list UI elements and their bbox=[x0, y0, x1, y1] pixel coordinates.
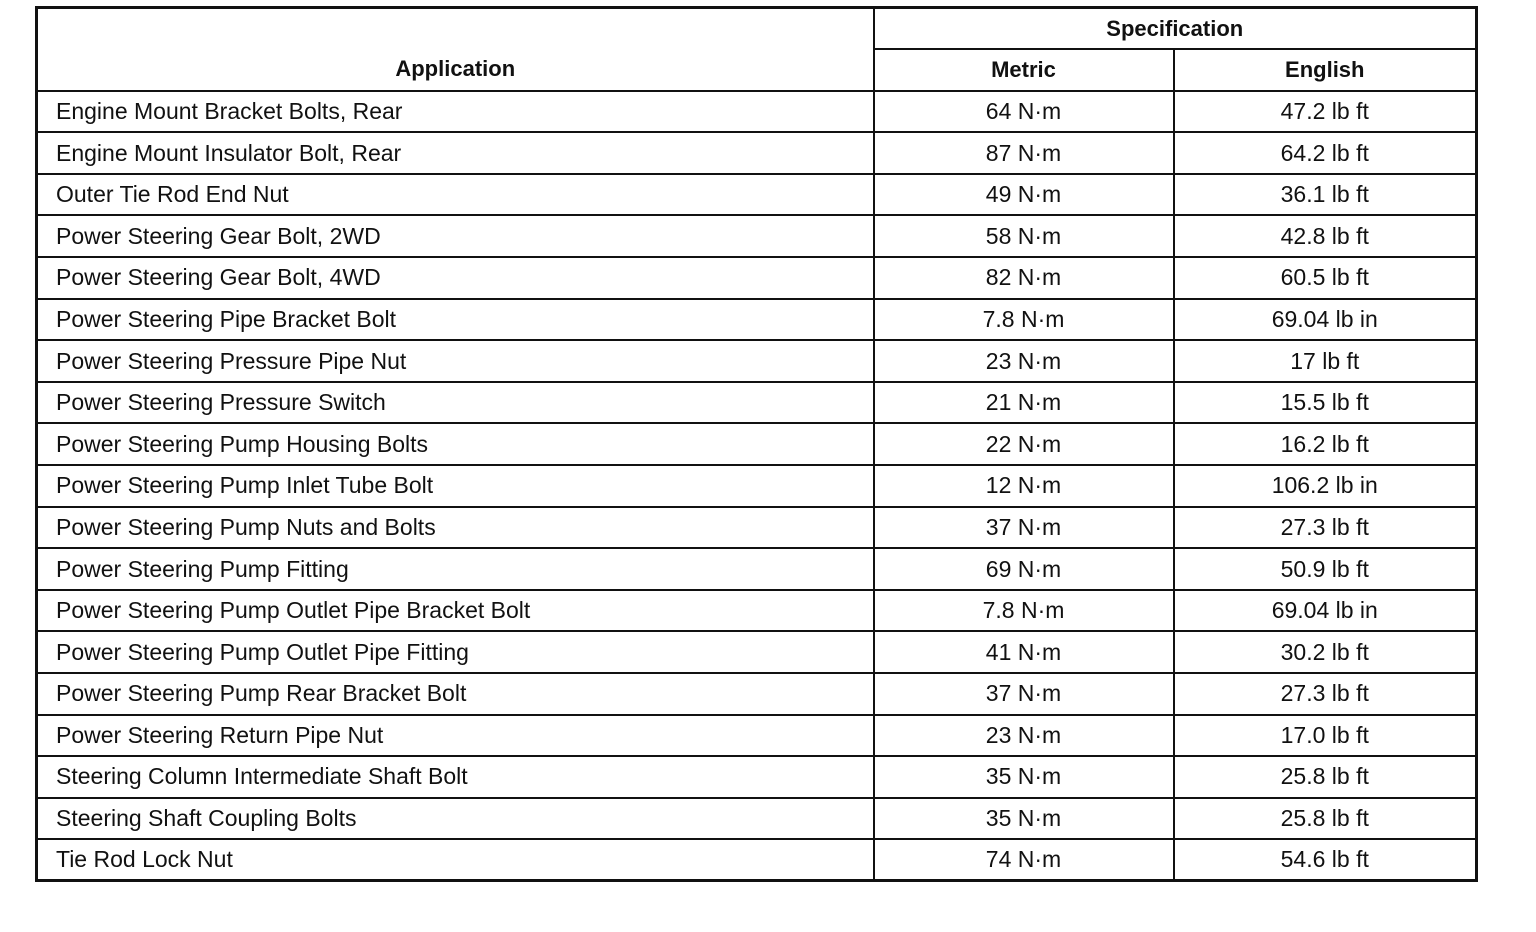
metric-cell: 23 N·m bbox=[874, 715, 1174, 757]
application-cell: Power Steering Return Pipe Nut bbox=[37, 715, 874, 757]
torque-spec-table bbox=[35, 6, 1478, 882]
application-cell: Engine Mount Bracket Bolts, Rear bbox=[37, 91, 874, 133]
english-cell: 36.1 lb ft bbox=[1174, 174, 1477, 216]
metric-cell: 21 N·m bbox=[874, 382, 1174, 424]
table-row bbox=[37, 631, 1477, 673]
english-cell: 17.0 lb ft bbox=[1174, 715, 1477, 757]
english-cell: 69.04 lb in bbox=[1174, 590, 1477, 632]
table-row bbox=[37, 423, 1477, 465]
application-cell: Power Steering Pump Housing Bolts bbox=[37, 423, 874, 465]
table-row bbox=[37, 340, 1477, 382]
metric-cell: 22 N·m bbox=[874, 423, 1174, 465]
application-cell: Outer Tie Rod End Nut bbox=[37, 174, 874, 216]
metric-cell: 87 N·m bbox=[874, 132, 1174, 174]
application-cell: Power Steering Pressure Switch bbox=[37, 382, 874, 424]
metric-cell: 7.8 N·m bbox=[874, 299, 1174, 341]
english-cell: 15.5 lb ft bbox=[1174, 382, 1477, 424]
application-cell: Power Steering Pressure Pipe Nut bbox=[37, 340, 874, 382]
metric-cell: 41 N·m bbox=[874, 631, 1174, 673]
metric-cell: 37 N·m bbox=[874, 507, 1174, 549]
application-cell: Power Steering Pump Fitting bbox=[37, 548, 874, 590]
english-cell: 27.3 lb ft bbox=[1174, 507, 1477, 549]
metric-cell: 12 N·m bbox=[874, 465, 1174, 507]
metric-cell: 74 N·m bbox=[874, 839, 1174, 881]
application-cell: Power Steering Pump Outlet Pipe Bracket Bolt bbox=[37, 590, 874, 632]
metric-cell: 23 N·m bbox=[874, 340, 1174, 382]
metric-cell: 35 N·m bbox=[874, 798, 1174, 840]
english-cell: 16.2 lb ft bbox=[1174, 423, 1477, 465]
metric-cell: 82 N·m bbox=[874, 257, 1174, 299]
english-cell: 42.8 lb ft bbox=[1174, 215, 1477, 257]
application-column-header: Application bbox=[37, 8, 874, 91]
table-row bbox=[37, 839, 1477, 881]
table-row bbox=[37, 174, 1477, 216]
table-row bbox=[37, 465, 1477, 507]
application-cell: Power Steering Pump Nuts and Bolts bbox=[37, 507, 874, 549]
table-row bbox=[37, 756, 1477, 798]
metric-cell: 58 N·m bbox=[874, 215, 1174, 257]
table-row bbox=[37, 299, 1477, 341]
english-cell: 54.6 lb ft bbox=[1174, 839, 1477, 881]
table-row bbox=[37, 548, 1477, 590]
metric-cell: 7.8 N·m bbox=[874, 590, 1174, 632]
application-cell: Power Steering Pipe Bracket Bolt bbox=[37, 299, 874, 341]
table-row bbox=[37, 590, 1477, 632]
english-cell: 50.9 lb ft bbox=[1174, 548, 1477, 590]
table-row bbox=[37, 215, 1477, 257]
application-cell: Steering Column Intermediate Shaft Bolt bbox=[37, 756, 874, 798]
application-cell: Steering Shaft Coupling Bolts bbox=[37, 798, 874, 840]
table-row bbox=[37, 507, 1477, 549]
english-cell: 60.5 lb ft bbox=[1174, 257, 1477, 299]
application-cell: Power Steering Pump Inlet Tube Bolt bbox=[37, 465, 874, 507]
english-column-header: English bbox=[1174, 49, 1477, 91]
english-cell: 17 lb ft bbox=[1174, 340, 1477, 382]
english-cell: 69.04 lb in bbox=[1174, 299, 1477, 341]
metric-cell: 64 N·m bbox=[874, 91, 1174, 133]
table-row bbox=[37, 673, 1477, 715]
application-cell: Tie Rod Lock Nut bbox=[37, 839, 874, 881]
table-row bbox=[37, 715, 1477, 757]
english-cell: 106.2 lb in bbox=[1174, 465, 1477, 507]
english-cell: 25.8 lb ft bbox=[1174, 798, 1477, 840]
table-row bbox=[37, 91, 1477, 133]
table-header bbox=[37, 8, 1477, 91]
application-cell: Power Steering Pump Rear Bracket Bolt bbox=[37, 673, 874, 715]
application-cell: Power Steering Gear Bolt, 4WD bbox=[37, 257, 874, 299]
english-cell: 27.3 lb ft bbox=[1174, 673, 1477, 715]
application-cell: Power Steering Pump Outlet Pipe Fitting bbox=[37, 631, 874, 673]
metric-column-header: Metric bbox=[874, 49, 1174, 91]
table-row bbox=[37, 132, 1477, 174]
header-row-top bbox=[37, 8, 1477, 50]
metric-cell: 49 N·m bbox=[874, 174, 1174, 216]
english-cell: 30.2 lb ft bbox=[1174, 631, 1477, 673]
metric-cell: 69 N·m bbox=[874, 548, 1174, 590]
table-row bbox=[37, 257, 1477, 299]
metric-cell: 37 N·m bbox=[874, 673, 1174, 715]
application-cell: Engine Mount Insulator Bolt, Rear bbox=[37, 132, 874, 174]
english-cell: 25.8 lb ft bbox=[1174, 756, 1477, 798]
table-row bbox=[37, 798, 1477, 840]
application-cell: Power Steering Gear Bolt, 2WD bbox=[37, 215, 874, 257]
table-row bbox=[37, 382, 1477, 424]
english-cell: 64.2 lb ft bbox=[1174, 132, 1477, 174]
specification-group-header: Specification bbox=[874, 8, 1477, 50]
english-cell: 47.2 lb ft bbox=[1174, 91, 1477, 133]
metric-cell: 35 N·m bbox=[874, 756, 1174, 798]
table-body bbox=[37, 91, 1477, 881]
